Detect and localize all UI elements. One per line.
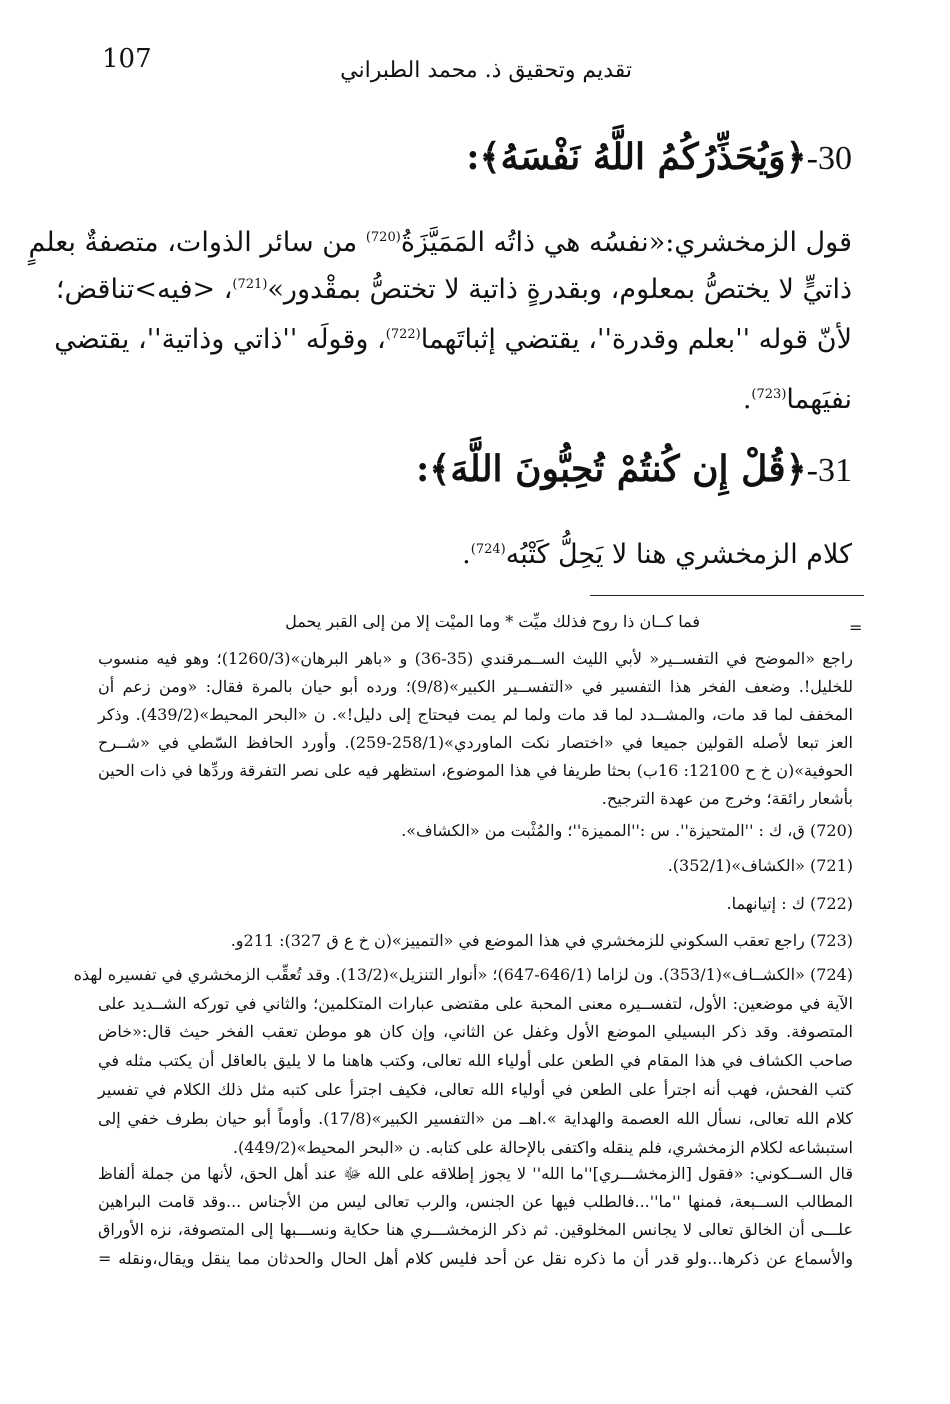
footnote-722: (722) ك : إتيانهما. [726,894,853,913]
body-line-5: كلام الزمخشري هنا لا يَحِلُّ كَتْبُه$^{(724)}$. [462,539,852,570]
section-30-number: 30- [806,140,852,177]
footnote-724-line: والأسماع عن ذكرها...ولو قدر أن ما ذكره نقل عن أحد فليس كلام أهل الحال والحدثان مما ينقل ويقال،ونقله = [98,1249,853,1268]
running-head: تقديم وتحقيق ذ. محمد الطبراني [340,58,632,83]
section-31-heading [416,448,852,490]
footnote-line: للخليل!. وضعف الفخر هذا التفسير في «التفســير الكبير»(9/8)؛ ورده أبو حيان بالمرة فقال: «ومن زعم أن [98,677,853,696]
footnote-721: (721) «الكشاف»(352/1). [667,856,853,875]
footnote-ref-722: (722) [385,327,421,342]
footnote-line: راجع «الموضح في التفســير« لأبي الليث الســمرقندي (35-36) و «باهر البرهان»(1260/3)؛ وهو فيه منسوب [98,649,853,668]
page-number: 107 [102,44,152,74]
footnote-verse: فما كــان ذا روح فذلك ميِّت * وما الميْت إلا من إلى القبر يحمل [285,612,700,631]
footnote-724-line: الآية في موضعين: الأول، لتفســيره معنى المحبة على مقتضى عبارات المتكلمين؛ والثاني في توركه الشــديد على [98,994,854,1013]
footnote-720: (720) ق، ك : ''المتحيزة''. س :''المميزة''؛ والمُثْبت من «الكشاف». [401,821,853,840]
footnote-724-line: المطالب الســبعة، فمنها ''ما''...فالطلب فيها عن الجنس، والرب تعالى ليس من الأجناس ...وقد قامت البراهين [98,1192,853,1211]
body-line-1: قول الزمخشري:«نفسُه هي ذاتُه المَمَيَّزَةُ$^{(720)}$ من سائر الذوات، متصفةٌ بعلمٍ [28,227,852,258]
body-line-2: ذاتيٍّ لا يختصُّ بمعلوم، وبقدرةٍ ذاتية لا تختصُّ بمقْدور»$^{(721)}$، <فيه>تناقض؛ [55,274,852,305]
footnote-723: (723) راجع تعقب السكوني للزمخشري في هذا الموضع في «التمييز»(ن خ ع ق 327): 211و. [230,931,853,950]
footnote-724-line: صاحب الكشاف في هذا المقام في الطعن على أولياء الله تعالى، وكتب هاهنا ما لا يليق بالعاقل أن يكتب مثله في [98,1051,854,1070]
footnote-724-line: (724) «الكشــاف»(353/1). ون لزاما (646/1-647)؛ «أنوار التنزيل»(13/2). وقد تُعقِّب الزمخشري في تفسيره لهذه [73,965,853,984]
footnote-ref-720: (720) [365,230,401,245]
footnote-line: العز تبعا لأصله القولين جميعا في «اختصار نكت الماوردي»(258/1-259). وأورد الحافظ السّطي في «شــرح [98,733,853,752]
footnote-724-line: كتب الفحش، فهب أنه اجترأ على الطعن في أولياء الله تعالى، فكيف اجترأ على كتبه مثل ذلك الكلام في تفسير [98,1080,853,1099]
body-line-3: لأنّ قوله ''بعلم وقدرة''، يقتضي إثباتَهما$^{(722)}$، وقولَه ''ذاتي وذاتية''، يقتضي [54,324,852,355]
footnote-line: بأشعار رائقة؛ وخرج من عهدة الترجيح. [601,789,853,808]
footnote-724-line: كلام الله تعالى، نسأل الله العصمة والهداية ».اهــ من «التفسير الكبير»(17/8). وأوماً أبو حيان بطرف خفي إلى [98,1109,853,1128]
footnote-ref-723: (723) [751,387,787,402]
section-30-verse: ﴿وَيُحَذِّرُكُمُ اللَّهُ نَفْسَهُ﴾: [466,136,807,178]
body-line-4: نفيَهما$^{(723)}$. [742,384,852,415]
footnote-724-line: استبشاعه لكلام الزمخشري، فلم ينقله واكتفى بالإحالة على كتابه. ن «البحر المحيط»(449/2). [232,1138,853,1157]
footnote-line: الحوفية»(ن خ ح 12100: 16ب) بحثا طريفا في هذا الموضوع، استظهر فيه على نصر التفرقة وردِّها في ذات الحين [98,761,854,780]
section-31-verse: ﴿قُلْ إِن كُنتُمْ تُحِبُّونَ اللَّهَ﴾: [415,448,807,490]
footnote-724-line: المتصوفة. وقد ذكر البسيلي الموضع الأول وغفل عن الثاني، وإن كان هو موطن تعقب الفخر حيث قال:«خاض [98,1022,853,1041]
footnote-ref-724: (724) [470,542,506,557]
footnote-ref-721: (721) [232,277,268,292]
footnote-724-line: علـــى أن الخالق تعالى لا يجانس المخلوقين. ثم ذكر الزمخشـــري هنا حكاية ونســـبها إلى المتصوفة، نزه الأوراق [98,1220,853,1239]
continuation-mark: = [849,618,863,637]
footnote-724-line: قال الســكوني: «فقول [الزمخشـــري]''ما الله'' لا يجوز إطلاقه على الله ﷻ عند أهل الحق، لأنها من جملة ألفاظ [98,1164,853,1183]
footnote-rule [590,595,864,596]
section-31-number: 31- [806,452,852,489]
section-30-heading [466,136,852,178]
footnote-line: المخفف لما قد مات، والمشــدد لما قد مات ولما لم يمت فيحتاج إلى دليل!». ن «البحر المحيط»(439/2). وذكر [98,705,853,724]
